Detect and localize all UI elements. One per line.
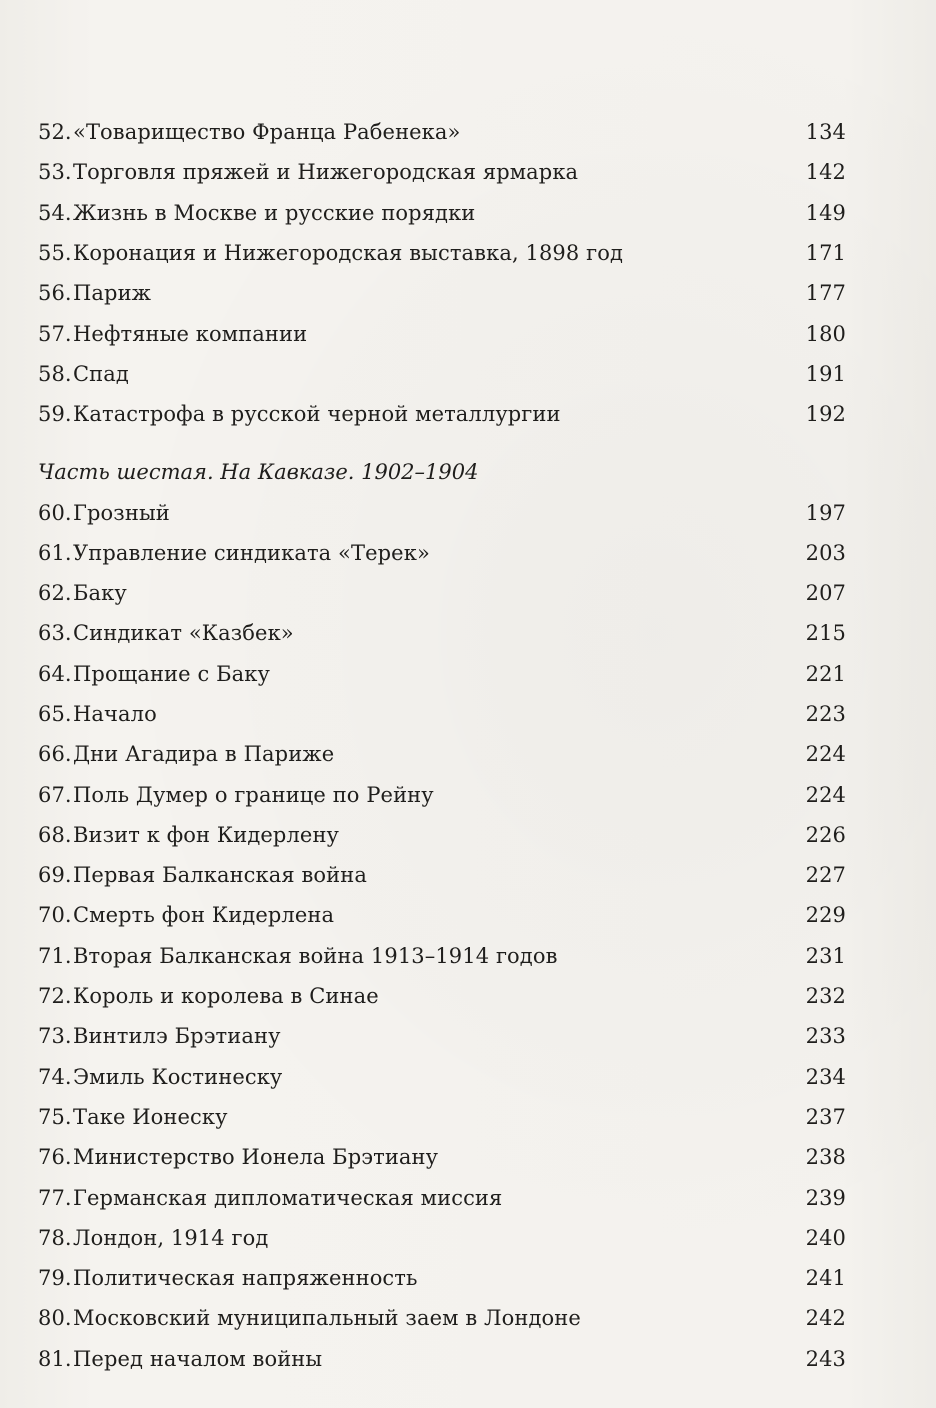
toc-entry-title: Синдикат «Казбек»	[73, 621, 294, 646]
toc-entry	[38, 936, 846, 976]
toc-entry-title: Смерть фон Кидерлена	[73, 903, 335, 928]
toc-entry	[38, 313, 846, 353]
toc-entry-title: Спад	[73, 361, 129, 386]
toc-entry	[38, 112, 846, 152]
toc-entry	[38, 1218, 846, 1258]
toc-entry-number: 54.	[38, 200, 72, 225]
toc-entry-title: Коронация и Нижегородская выставка, 1898 год	[73, 241, 623, 266]
toc-entry-number: 56.	[38, 281, 72, 306]
toc-entry-page-number: 237	[805, 1104, 846, 1129]
toc-entry-title: Перед началом войны	[73, 1346, 323, 1371]
toc-entry-page-number: 227	[805, 863, 846, 888]
toc-entry-page-number: 207	[805, 581, 846, 606]
toc-entry-title: Визит к фон Кидерлену	[73, 822, 339, 847]
toc-entry-page-number: 192	[805, 402, 846, 427]
toc-entry-number: 59.	[38, 402, 72, 427]
toc-entry-page-number: 215	[805, 621, 846, 646]
toc-entry-number: 61.	[38, 540, 72, 565]
toc-entry-page-number: 232	[805, 984, 846, 1009]
toc-entry-page-number: 226	[805, 822, 846, 847]
toc-entry-number: 81.	[38, 1346, 72, 1371]
toc-entry	[38, 1339, 846, 1379]
toc-entry	[38, 193, 846, 233]
toc-entry	[38, 895, 846, 935]
toc-entry-title: Баку	[73, 581, 127, 606]
toc-entry-page-number: 223	[805, 702, 846, 726]
toc-entry-page-number: 197	[805, 500, 846, 525]
toc-entry	[38, 394, 846, 434]
toc-entry	[38, 533, 846, 573]
toc-entry	[38, 774, 846, 814]
toc-entry-page-number: 177	[805, 281, 846, 306]
toc-entry-number: 80.	[38, 1306, 72, 1331]
toc-entry-number: 74.	[38, 1064, 72, 1089]
toc-entry-title: Грозный	[73, 500, 170, 525]
toc-entry-title: Эмиль Костинеску	[73, 1064, 283, 1089]
toc-entry-title: Начало	[73, 702, 157, 726]
toc-entry-page-number: 224	[805, 782, 846, 807]
toc-entry-number: 77.	[38, 1185, 72, 1210]
toc-entry-title: Управление синдиката «Терек»	[73, 540, 430, 565]
toc-entry-number: 75.	[38, 1104, 72, 1129]
toc-entry-page-number: 171	[805, 241, 846, 266]
toc-entry-page-number: 191	[805, 361, 846, 386]
toc-entry-page-number: 241	[805, 1266, 846, 1291]
toc-entry-number: 65.	[38, 702, 72, 726]
toc-entry-title: Министерство Ионела Брэтиану	[73, 1145, 439, 1170]
toc-entry-title: Винтилэ Брэтиану	[73, 1024, 281, 1049]
toc-entry-title: Король и королева в Синае	[73, 984, 379, 1009]
toc-entry-number: 62.	[38, 581, 72, 606]
toc-entry-page-number: 203	[805, 540, 846, 565]
toc-entry-title: Париж	[73, 281, 152, 306]
toc-entry-title: Вторая Балканская война 1913–1914 годов	[73, 943, 558, 968]
toc-entry-page-number: 242	[805, 1306, 846, 1331]
toc-entry-number: 79.	[38, 1266, 72, 1291]
toc-entry-number: 68.	[38, 822, 72, 847]
toc-entry	[38, 233, 846, 273]
toc-entry	[38, 654, 846, 694]
toc-entry-page-number: 239	[805, 1185, 846, 1210]
toc-entry-page-number: 234	[805, 1064, 846, 1089]
toc-group-part-six	[38, 492, 846, 1379]
toc-entry	[38, 1097, 846, 1137]
toc-group-part-five	[38, 112, 846, 434]
toc-entry-title: Жизнь в Москве и русские порядки	[73, 200, 476, 225]
toc-entry	[38, 734, 846, 774]
toc-entry	[38, 976, 846, 1016]
toc-entry-number: 55.	[38, 241, 72, 266]
part-heading: Часть шестая. На Кавказе. 1902–1904	[38, 460, 479, 485]
toc-entry-title: Политическая напряженность	[73, 1266, 418, 1291]
toc-entry	[38, 1016, 846, 1056]
toc-entry-title: Нефтяные компании	[73, 321, 308, 346]
toc-entry	[38, 1177, 846, 1217]
toc-entry-number: 58.	[38, 361, 72, 386]
toc-entry-title: «Товарищество Франца Рабенека»	[73, 120, 461, 145]
toc-entry	[38, 1258, 846, 1298]
toc-entry-number: 53.	[38, 160, 72, 185]
toc-entry-number: 73.	[38, 1024, 72, 1049]
toc-entry-title: Торговля пряжей и Нижегородская ярмарка	[73, 160, 579, 185]
toc-entry	[38, 815, 846, 855]
toc-entry	[38, 573, 846, 613]
toc-entry-number: 78.	[38, 1225, 72, 1250]
toc-entry	[38, 1298, 846, 1338]
toc-entry-number: 64.	[38, 661, 72, 686]
toc-entry-title: Прощание с Баку	[73, 661, 270, 686]
toc-entry-title: Катастрофа в русской черной металлургии	[73, 402, 561, 427]
toc-entry-page-number: 149	[805, 200, 846, 225]
toc-entry-page-number: 180	[805, 321, 846, 346]
toc-entry	[38, 1137, 846, 1177]
toc-entry-number: 71.	[38, 943, 72, 968]
toc-entry-page-number: 134	[805, 120, 846, 145]
toc-entry-title: Германская дипломатическая миссия	[73, 1185, 503, 1210]
toc-entry	[38, 1057, 846, 1097]
toc-entry-title: Московский муниципальный заем в Лондоне	[73, 1306, 581, 1331]
toc-entry-page-number: 240	[805, 1225, 846, 1250]
toc-entry-number: 52.	[38, 120, 72, 145]
toc-entry-number: 60.	[38, 500, 72, 525]
toc-entry-page-number: 238	[805, 1145, 846, 1170]
toc-entry-title: Таке Ионеску	[73, 1104, 228, 1129]
toc-entry-page-number: 224	[805, 742, 846, 767]
toc-entry-number: 63.	[38, 621, 72, 646]
toc-entry-number: 57.	[38, 321, 72, 346]
toc-entry-title: Поль Думер о границе по Рейну	[73, 782, 434, 807]
toc-entry-page-number: 231	[805, 943, 846, 968]
toc-entry-number: 66.	[38, 742, 72, 767]
toc-entry	[38, 152, 846, 192]
toc-entry-number: 72.	[38, 984, 72, 1009]
toc-entry	[38, 694, 846, 734]
toc-entry-page-number: 229	[805, 903, 846, 928]
toc-entry	[38, 492, 846, 532]
toc-entry-number: 67.	[38, 782, 72, 807]
toc-entry-title: Лондон, 1914 год	[73, 1225, 269, 1250]
toc-entry-title: Первая Балканская война	[73, 863, 367, 888]
toc-entry	[38, 273, 846, 313]
toc-entry-number: 70.	[38, 903, 72, 928]
toc-entry	[38, 613, 846, 653]
toc-entry-page-number: 233	[805, 1024, 846, 1049]
toc-entry-number: 69.	[38, 863, 72, 888]
toc-entry	[38, 354, 846, 394]
toc-entry-number: 76.	[38, 1145, 72, 1170]
toc-entry-page-number: 142	[805, 160, 846, 185]
toc-entry-title: Дни Агадира в Париже	[73, 742, 335, 767]
toc-entry	[38, 855, 846, 895]
toc-entry-page-number: 243	[805, 1346, 846, 1371]
toc-entry-page-number: 221	[805, 661, 846, 686]
table-of-contents	[38, 112, 846, 1379]
